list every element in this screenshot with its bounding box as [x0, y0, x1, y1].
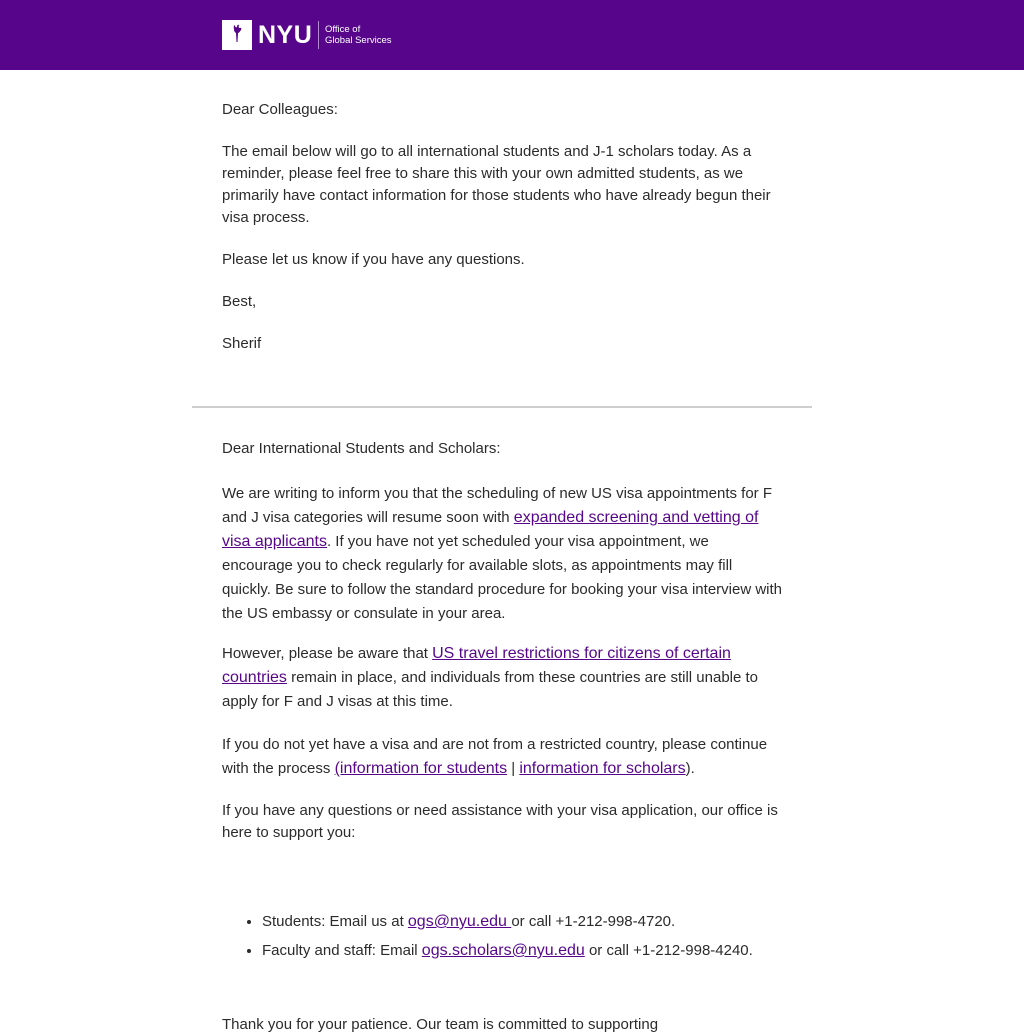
office-name	[325, 24, 392, 46]
p1-text-before: We are writing to inform you that the scheduling of new US visa appointments for F and J visa categories will resume soon with	[222, 485, 772, 526]
email-paragraph-4: If you have any questions or need assistance with your visa application, our office is here to support you:	[222, 802, 778, 841]
screening-vetting-link[interactable]: expanded screening and vetting of visa applicants	[222, 509, 759, 550]
contact-students-label: Students: Email us at	[262, 913, 408, 930]
contact-faculty-phone: or call +1-212-998-4240.	[584, 942, 753, 959]
p2-text-after: remain in place, and individuals from these countries are still unable to apply for F and J visas at this time.	[222, 669, 759, 710]
students-email-link[interactable]: ogs@nyu.edu	[407, 913, 512, 930]
intro-questions: Please let us know if you have any questions.	[222, 251, 525, 268]
scholars-email-link[interactable]: ogs.scholars@nyu.edu	[421, 942, 585, 959]
contact-students-phone: or call +1-212-998-4720.	[511, 913, 676, 930]
intro-paragraph: The email below will go to all international students and J-1 scholars today. As a reminder, please feel free to share this with your own admitted students, as we primarily have contact information for those students who have already begun their visa process.	[222, 143, 771, 226]
p2-text-before: However, please be aware that	[222, 645, 433, 662]
nyu-logo-text: NYU	[258, 21, 313, 49]
office-line-2: Global Services	[325, 35, 392, 46]
p3-text-after: ).	[685, 760, 695, 777]
p3-separator: |	[507, 760, 520, 777]
intro-greeting: Dear Colleagues:	[222, 101, 338, 118]
contact-faculty-label: Faculty and staff: Email	[262, 942, 422, 959]
students-info-link[interactable]: (information for students	[334, 760, 508, 777]
travel-restrictions-link[interactable]: US travel restrictions for citizens of certain countries	[222, 645, 731, 686]
logo-divider	[318, 21, 319, 49]
email-paragraph-3	[222, 733, 782, 781]
section-divider	[192, 406, 812, 408]
header-banner	[0, 0, 1024, 70]
p3-text-before: If you do not yet have a visa and are not from a restricted country, please continue with the process	[222, 736, 768, 777]
contact-item-faculty	[262, 936, 782, 965]
email-greeting: Dear International Students and Scholars:	[222, 440, 501, 457]
torch-icon	[222, 20, 252, 50]
contact-list	[222, 907, 782, 965]
email-cutoff-line: Thank you for your patience. Our team is committed to supporting	[222, 1016, 659, 1033]
p1-text-after: . If you have not yet scheduled your visa appointment, we encourage you to check regularly for available slots, as appointments may fill quickly. Be sure to follow the standard procedure for booking your visa interview with the US embassy or consulate in your area.	[222, 533, 783, 622]
scholars-info-link[interactable]: information for scholars	[519, 760, 686, 777]
intro-signature: Sherif	[222, 335, 262, 352]
intro-closing: Best,	[222, 293, 257, 310]
contact-item-students	[262, 907, 782, 936]
nyu-torch-logo[interactable]	[222, 20, 252, 50]
email-paragraph-2	[222, 642, 782, 714]
email-paragraph-1	[222, 482, 782, 626]
office-line-1: Office of	[325, 24, 361, 35]
